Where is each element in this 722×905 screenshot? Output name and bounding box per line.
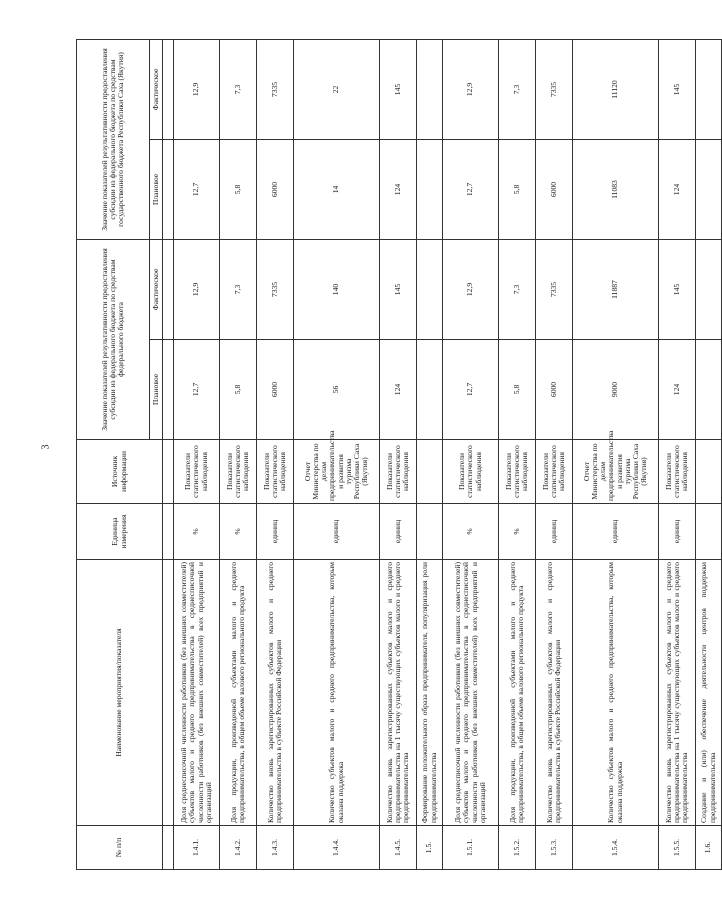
federal-planned-value: 56	[294, 340, 380, 440]
federal-actual-value: 7335	[257, 240, 294, 340]
unit: единиц	[573, 504, 659, 560]
regional-planned-value: 5,8	[499, 140, 536, 240]
row-number: 1.5.5.	[659, 826, 696, 870]
regional-actual-value: 22	[294, 39, 380, 139]
info-source: Отчет Министерства по делам предпринимательства и развития туризма Республики Саха (Якутия)	[573, 440, 659, 504]
regional-actual-value: 7335	[257, 39, 294, 139]
column-number-row	[163, 39, 174, 869]
info-source: Показатели статистического наблюдения	[174, 440, 220, 504]
unit: единиц	[380, 504, 417, 560]
info-source: Показатели статистического наблюдения	[499, 440, 536, 504]
table-row	[443, 39, 499, 869]
regional-actual-value: 7,3	[220, 39, 257, 139]
indicator-name: Доля продукции, произведенной субъектами малого и среднего предпринимательства, в общем объеме валового регионального продукта	[499, 560, 536, 826]
regional-planned-value: 12,7	[443, 140, 499, 240]
regional-planned-value: 124	[380, 140, 417, 240]
federal-planned-value: 124	[659, 340, 696, 440]
indicator-name: Создание и (или) обеспечение деятельности центров поддержки предпринимательства	[696, 560, 722, 826]
unit: единиц	[536, 504, 573, 560]
regional-planned-value	[696, 140, 722, 240]
regional-planned-value: 6000	[257, 140, 294, 240]
info-source: Показатели статистического наблюдения	[536, 440, 573, 504]
unit: единиц	[257, 504, 294, 560]
table-row	[380, 39, 417, 869]
federal-planned-value: 12,7	[174, 340, 220, 440]
indicator-name: Количество вновь зарегистрированных субъектов малого и среднего предпринимательства на 1 тысячу существующих субъектов малого и среднего предпринимательства	[659, 560, 696, 826]
federal-planned-value: 6000	[257, 340, 294, 440]
regional-planned-value: 6000	[536, 140, 573, 240]
row-number: 1.5.3.	[536, 826, 573, 870]
regional-planned-value	[417, 140, 443, 240]
info-source: Показатели статистического наблюдения	[257, 440, 294, 504]
federal-actual-value: 145	[659, 240, 696, 340]
regional-actual-value: 145	[380, 39, 417, 139]
table-row	[294, 39, 380, 869]
federal-actual-header: Фактическое	[150, 240, 163, 340]
regional-actual-value: 11120	[573, 39, 659, 139]
col-unit-header: Единица измерения	[77, 504, 163, 560]
unit	[696, 504, 722, 560]
unit: %	[499, 504, 536, 560]
federal-actual-value: 7,3	[220, 240, 257, 340]
federal-actual-value: 11887	[573, 240, 659, 340]
table-row	[174, 39, 220, 869]
indicators-table	[76, 39, 722, 870]
table-row	[573, 39, 659, 869]
federal-planned-value	[696, 340, 722, 440]
indicator-name: Доля среднесписочной численности работников (без внешних совместителей) субъектов малого и среднего предпринимательства в среднесписочной численности работников (без внешних совместителей) всех предприятий и организаций	[443, 560, 499, 826]
table-row	[417, 39, 443, 869]
federal-planned-value: 6000	[536, 340, 573, 440]
indicator-name: Доля среднесписочной численности работников (без внешних совместителей) субъектов малого и среднего предпринимательства в среднесписочной численности работников (без внешних совместителей) всех предприятий и организаций	[174, 560, 220, 826]
federal-planned-value: 9000	[573, 340, 659, 440]
regional-actual-value	[696, 39, 722, 139]
regional-actual-value: 12,9	[174, 39, 220, 139]
indicator-name: Количество субъектов малого и среднего предпринимательства, которым оказана поддержка	[294, 560, 380, 826]
row-number: 1.6.	[696, 826, 722, 870]
col-source-header: Источник информации	[77, 440, 163, 504]
federal-actual-value	[417, 240, 443, 340]
table-row	[696, 39, 722, 869]
info-source	[417, 440, 443, 504]
regional-actual-value: 145	[659, 39, 696, 139]
info-source	[696, 440, 722, 504]
unit	[417, 504, 443, 560]
unit: единиц	[659, 504, 696, 560]
info-source: Показатели статистического наблюдения	[380, 440, 417, 504]
row-number: 1.4.2.	[220, 826, 257, 870]
federal-planned-value: 5,8	[499, 340, 536, 440]
federal-planned-value	[417, 340, 443, 440]
federal-planned-value: 124	[380, 340, 417, 440]
row-number: 1.5.4.	[573, 826, 659, 870]
table-row	[536, 39, 573, 869]
regional-actual-header: Фактическое	[150, 39, 163, 139]
federal-planned-value: 12,7	[443, 340, 499, 440]
regional-planned-value: 124	[659, 140, 696, 240]
row-number: 1.4.4.	[294, 826, 380, 870]
federal-planned-header: Плановое	[150, 340, 163, 440]
table-body	[174, 39, 722, 869]
indicator-name: Количество вновь зарегистрированных субъектов малого и среднего предпринимательства в субъекте Российской Федерации	[536, 560, 573, 826]
federal-planned-value: 5,8	[220, 340, 257, 440]
federal-actual-value: 140	[294, 240, 380, 340]
unit: %	[174, 504, 220, 560]
row-number: 1.5.1.	[443, 826, 499, 870]
table-row	[659, 39, 696, 869]
info-source: Показатели статистического наблюдения	[659, 440, 696, 504]
table-row	[257, 39, 294, 869]
indicator-name: Количество субъектов малого и среднего предпринимательства, которым оказана поддержка	[573, 560, 659, 826]
federal-actual-value: 12,9	[443, 240, 499, 340]
regional-planned-value: 14	[294, 140, 380, 240]
federal-actual-value	[696, 240, 722, 340]
page-number: 3	[40, 444, 52, 450]
federal-actual-value: 7335	[536, 240, 573, 340]
federal-group-header: Значение показателей результативности предоставления субсидии из федерального бюджета по средствам федерального бюджета	[77, 240, 150, 440]
table-row	[220, 39, 257, 869]
header-row	[77, 39, 150, 869]
regional-group-header: Значение показателей результативности предоставления субсидии из федерального бюджета по средствам государственного бюджета Республики Саха (Якутия)	[77, 39, 150, 239]
regional-actual-value: 12,9	[443, 39, 499, 139]
indicator-name: Количество вновь зарегистрированных субъектов малого и среднего предпринимательства в субъекте Российской Федерации	[257, 560, 294, 826]
indicator-name: Доля продукции, произведенной субъектами малого и среднего предпринимательства, в общем объеме валового регионального продукта	[220, 560, 257, 826]
regional-planned-value: 11083	[573, 140, 659, 240]
unit: единиц	[294, 504, 380, 560]
unit: %	[443, 504, 499, 560]
row-number: 1.4.3.	[257, 826, 294, 870]
regional-planned-value: 5,8	[220, 140, 257, 240]
table-row	[499, 39, 536, 869]
row-number: 1.5.	[417, 826, 443, 870]
info-source: Показатели статистического наблюдения	[443, 440, 499, 504]
regional-actual-value: 7335	[536, 39, 573, 139]
col-no-header: № п/п	[77, 826, 163, 870]
col-name-header: Наименование мероприятия/показателя	[77, 560, 163, 826]
regional-planned-value: 12,7	[174, 140, 220, 240]
federal-actual-value: 12,9	[174, 240, 220, 340]
info-source: Показатели статистического наблюдения	[220, 440, 257, 504]
federal-actual-value: 7,3	[499, 240, 536, 340]
rotated-page	[76, 40, 717, 870]
info-source: Отчет Министерства по делам предпринимательства и развития туризма Республики Саха (Якутия)	[294, 440, 380, 504]
indicator-name: Количество вновь зарегистрированных субъектов малого и среднего предпринимательства на 1 тысячу существующих субъектов малого и среднего предпринимательства	[380, 560, 417, 826]
federal-actual-value: 145	[380, 240, 417, 340]
row-number: 1.4.1.	[174, 826, 220, 870]
indicator-name: Формирование положительного образа предпринимателя, популяризация роли предпринимательства	[417, 560, 443, 826]
regional-actual-value	[417, 39, 443, 139]
row-number: 1.5.2.	[499, 826, 536, 870]
unit: %	[220, 504, 257, 560]
row-number: 1.4.5.	[380, 826, 417, 870]
regional-actual-value: 7,3	[499, 39, 536, 139]
regional-planned-header: Плановое	[150, 140, 163, 240]
